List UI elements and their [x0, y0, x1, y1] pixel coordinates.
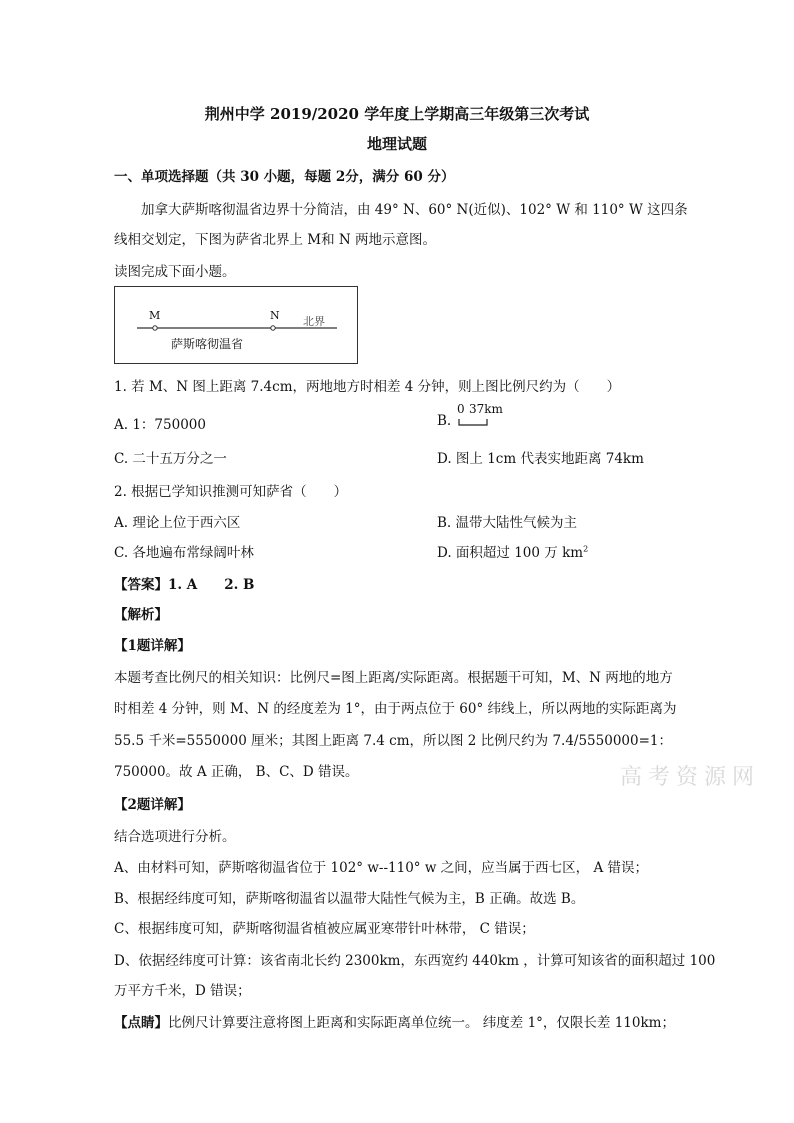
q1-option-a: A. 1：750000	[114, 417, 206, 433]
q2-option-a: A. 理论上位于西六区	[114, 515, 241, 531]
intro-line-1: 加拿大萨斯喀彻温省边界十分简洁，由 49° N、60° N(近似)、102° W 和 110° W 这四条	[141, 202, 688, 218]
point-m-label: M	[149, 309, 161, 322]
q1-option-b-label: B.	[437, 413, 452, 429]
point-m-marker	[153, 326, 157, 330]
intro-line-2: 线相交划定，下图为萨省北界上 M和 N 两地示意图。	[114, 232, 437, 248]
q1-option-c: C. 二十五万分之一	[114, 451, 227, 467]
q2-detail-line-2: A、由材料可知，萨斯喀彻温省位于 102° w--110° w 之间，应当属于西七区， A 错误；	[114, 860, 649, 876]
q2-detail-line-4: C、根据纬度可知，萨斯喀彻温省植被应属亚寒带针叶林带， C 错误；	[114, 921, 535, 937]
q2-stem: 2. 根据已学知识推测可知萨省（ ）	[114, 484, 348, 500]
q1-detail-line-2: 时相差 4 分钟，则 M、N 的经度差为 1°，由于两点位于 60° 纬线上，所以两地的实际距离为	[114, 701, 677, 717]
watermark-text: 高考资源网	[619, 765, 761, 790]
instruction-text: 读图完成下面小题。	[114, 264, 236, 280]
q1-detail-line-4: 750000。故 A 正确， B、C、D 错误。	[114, 764, 359, 780]
point-n-marker	[271, 326, 275, 330]
province-label: 萨斯喀彻温省	[171, 337, 244, 351]
q1-detail-heading: 【1题详解】	[114, 638, 191, 654]
pointer-heading: 【点睛】	[114, 1015, 168, 1031]
boundary-label: 北界	[303, 315, 325, 328]
scale-value-label: 37km	[469, 402, 503, 416]
page-subtitle: 地理试题	[366, 135, 427, 153]
q1-detail-line-3: 55.5 千米=5550000 厘米；其图上距离 7.4 cm，所以图 2 比例尺约为 7.4/5550000=1：	[114, 733, 672, 749]
q2-detail-line-6: 万平方千米，D 错误；	[114, 983, 251, 999]
scale-bar-icon	[457, 418, 497, 428]
answer-line: 【答案】1. A 2. B	[114, 577, 255, 593]
q1-option-d: D. 图上 1cm 代表实地距离 74km	[437, 451, 644, 467]
q1-detail-line-1: 本题考查比例尺的相关知识：比例尺=图上距离/实际距离。根据题干可知，M、N 两地的地方	[114, 670, 673, 686]
q2-option-d-sup: 2	[583, 544, 589, 554]
pointer-text: 比例尺计算要注意将图上距离和实际距离单位统一。 纬度差 1°，仅限长差 110km；	[168, 1015, 675, 1031]
q1-stem: 1. 若 M、N 图上距离 7.4cm，两地地方时相差 4 分钟，则上图比例尺约为（ ）	[114, 379, 621, 395]
page-title: 荆州中学 2019/2020 学年度上学期高三年级第三次考试	[204, 105, 590, 123]
section-heading: 一、单项选择题（共 30 小题，每题 2分，满分 60 分）	[114, 169, 455, 185]
q2-detail-line-5: D、依据经纬度可计算：该省南北长约 2300km，东西宽约 440km ，计算可知该省的面积超过 100	[114, 953, 716, 969]
pointer-line	[114, 1011, 675, 1031]
q2-option-b: B. 温带大陆性气候为主	[437, 515, 578, 531]
q2-detail-line-3: B、根据经纬度可知，萨斯喀彻温省以温带大陆性气候为主，B 正确。故选 B。	[114, 891, 585, 907]
scale-zero-label: 0	[457, 402, 465, 416]
q2-detail-heading: 【2题详解】	[114, 797, 191, 813]
analysis-heading: 【解析】	[114, 607, 168, 623]
map-figure	[114, 286, 358, 364]
point-n-label: N	[270, 309, 280, 322]
q2-option-c: C. 各地遍布常绿阔叶林	[114, 545, 254, 561]
q2-option-d-text: D. 面积超过 100 万 km	[437, 545, 584, 561]
q1-option-b-scale	[457, 402, 503, 428]
q2-option-d	[437, 541, 588, 561]
q2-detail-line-1: 结合选项进行分析。	[114, 829, 236, 845]
